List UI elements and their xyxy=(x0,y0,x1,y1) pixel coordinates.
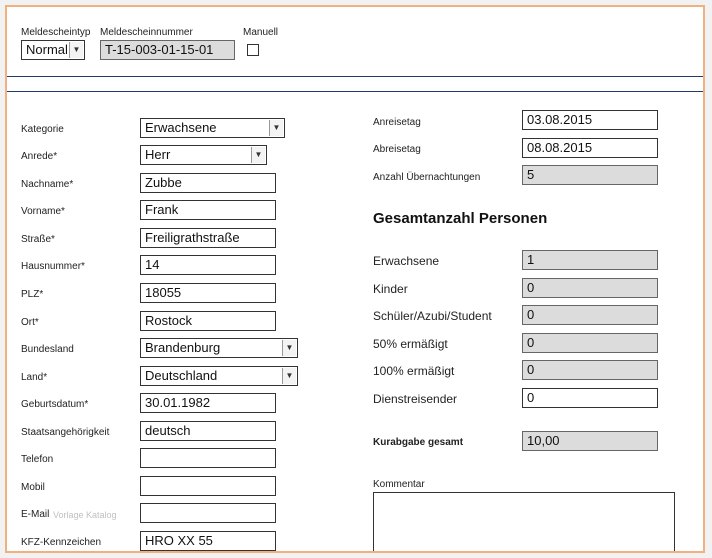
kategorie-select[interactable] xyxy=(140,118,285,138)
anrede-select[interactable] xyxy=(140,145,267,165)
p50-label: 50% ermäßigt xyxy=(373,337,448,351)
hausnummer-label: Hausnummer* xyxy=(21,261,85,272)
kommentar-textarea[interactable] xyxy=(373,492,675,553)
erwachsene-field[interactable]: 1 xyxy=(522,250,658,270)
vorname-label: Vorname* xyxy=(21,206,65,217)
email-ghost-text: Vorlage Katalog xyxy=(53,510,117,520)
staatsangehoerigkeit-field[interactable]: deutsch xyxy=(140,421,276,441)
strasse-label: Straße* xyxy=(21,234,55,245)
meldescheinnummer-field[interactable]: T-15-003-01-15-01 xyxy=(100,40,235,60)
bundesland-select[interactable] xyxy=(140,338,298,358)
dienst-label: Dienstreisender xyxy=(373,392,458,406)
kurabgabe-field[interactable]: 10,00 xyxy=(522,431,658,451)
telefon-label: Telefon xyxy=(21,454,54,465)
chevron-down-icon: ▼ xyxy=(282,340,296,356)
land-select[interactable] xyxy=(140,366,298,386)
mobil-label: Mobil xyxy=(21,482,45,493)
plz-label: PLZ* xyxy=(21,289,44,300)
ort-field[interactable]: Rostock xyxy=(140,311,276,331)
anrede-value: Herr xyxy=(145,147,171,162)
registration-form xyxy=(5,5,705,553)
land-value: Deutschland xyxy=(145,368,218,383)
plz-field[interactable]: 18055 xyxy=(140,283,276,303)
meldescheintyp-select[interactable] xyxy=(21,40,85,60)
divider-bottom xyxy=(7,91,703,92)
geburtsdatum-field[interactable]: 30.01.1982 xyxy=(140,393,276,413)
manuell-label: Manuell xyxy=(243,27,279,38)
mobil-field[interactable] xyxy=(140,476,276,496)
bundesland-label: Bundesland xyxy=(21,344,74,355)
strasse-field[interactable]: Freiligrathstraße xyxy=(140,228,276,248)
kinder-field[interactable]: 0 xyxy=(522,278,658,298)
kommentar-label: Kommentar xyxy=(373,479,425,490)
staatsangehoerigkeit-label: Staatsangehörigkeit xyxy=(21,427,110,438)
manuell-checkbox[interactable] xyxy=(247,44,259,56)
kurabgabe-label: Kurabgabe gesamt xyxy=(373,437,464,448)
email-label: E-Mail xyxy=(21,509,50,520)
ort-label: Ort* xyxy=(21,317,39,328)
chevron-down-icon: ▼ xyxy=(251,147,265,163)
vorname-field[interactable]: Frank xyxy=(140,200,276,220)
bundesland-value: Brandenburg xyxy=(145,340,221,355)
abreisetag-label: Abreisetag xyxy=(373,144,421,155)
erwachsene-label: Erwachsene xyxy=(373,254,440,268)
p50-field[interactable]: 0 xyxy=(522,333,658,353)
nachname-field[interactable]: Zubbe xyxy=(140,173,276,193)
kfz-field[interactable]: HRO XX 55 xyxy=(140,531,276,551)
schueler-field[interactable]: 0 xyxy=(522,305,658,325)
email-field[interactable] xyxy=(140,503,276,523)
anreisetag-field[interactable]: 03.08.2015 xyxy=(522,110,658,130)
p100-label: 100% ermäßigt xyxy=(373,364,455,378)
geburtsdatum-label: Geburtsdatum* xyxy=(21,399,89,410)
meldescheintyp-label: Meldescheintyp xyxy=(21,27,91,38)
chevron-down-icon: ▼ xyxy=(69,42,83,58)
anreisetag-label: Anreisetag xyxy=(373,117,421,128)
uebernachtungen-label: Anzahl Übernachtungen xyxy=(373,172,481,183)
schueler-label: Schüler/Azubi/Student xyxy=(373,309,492,323)
kategorie-value: Erwachsene xyxy=(145,120,217,135)
anrede-label: Anrede* xyxy=(21,151,58,162)
hausnummer-field[interactable]: 14 xyxy=(140,255,276,275)
land-label: Land* xyxy=(21,372,48,383)
chevron-down-icon: ▼ xyxy=(282,368,296,384)
kfz-label: KFZ-Kennzeichen xyxy=(21,537,102,548)
telefon-field[interactable] xyxy=(140,448,276,468)
uebernachtungen-field[interactable]: 5 xyxy=(522,165,658,185)
kategorie-label: Kategorie xyxy=(21,124,64,135)
meldescheintyp-value: Normal xyxy=(26,42,68,57)
meldescheinnummer-label: Meldescheinnummer xyxy=(100,27,193,38)
kinder-label: Kinder xyxy=(373,282,408,296)
p100-field[interactable]: 0 xyxy=(522,360,658,380)
nachname-label: Nachname* xyxy=(21,179,74,190)
dienst-field[interactable]: 0 xyxy=(522,388,658,408)
abreisetag-field[interactable]: 08.08.2015 xyxy=(522,138,658,158)
chevron-down-icon: ▼ xyxy=(269,120,283,136)
gesamt-heading: Gesamtanzahl Personen xyxy=(373,210,548,227)
divider-top xyxy=(7,76,703,77)
